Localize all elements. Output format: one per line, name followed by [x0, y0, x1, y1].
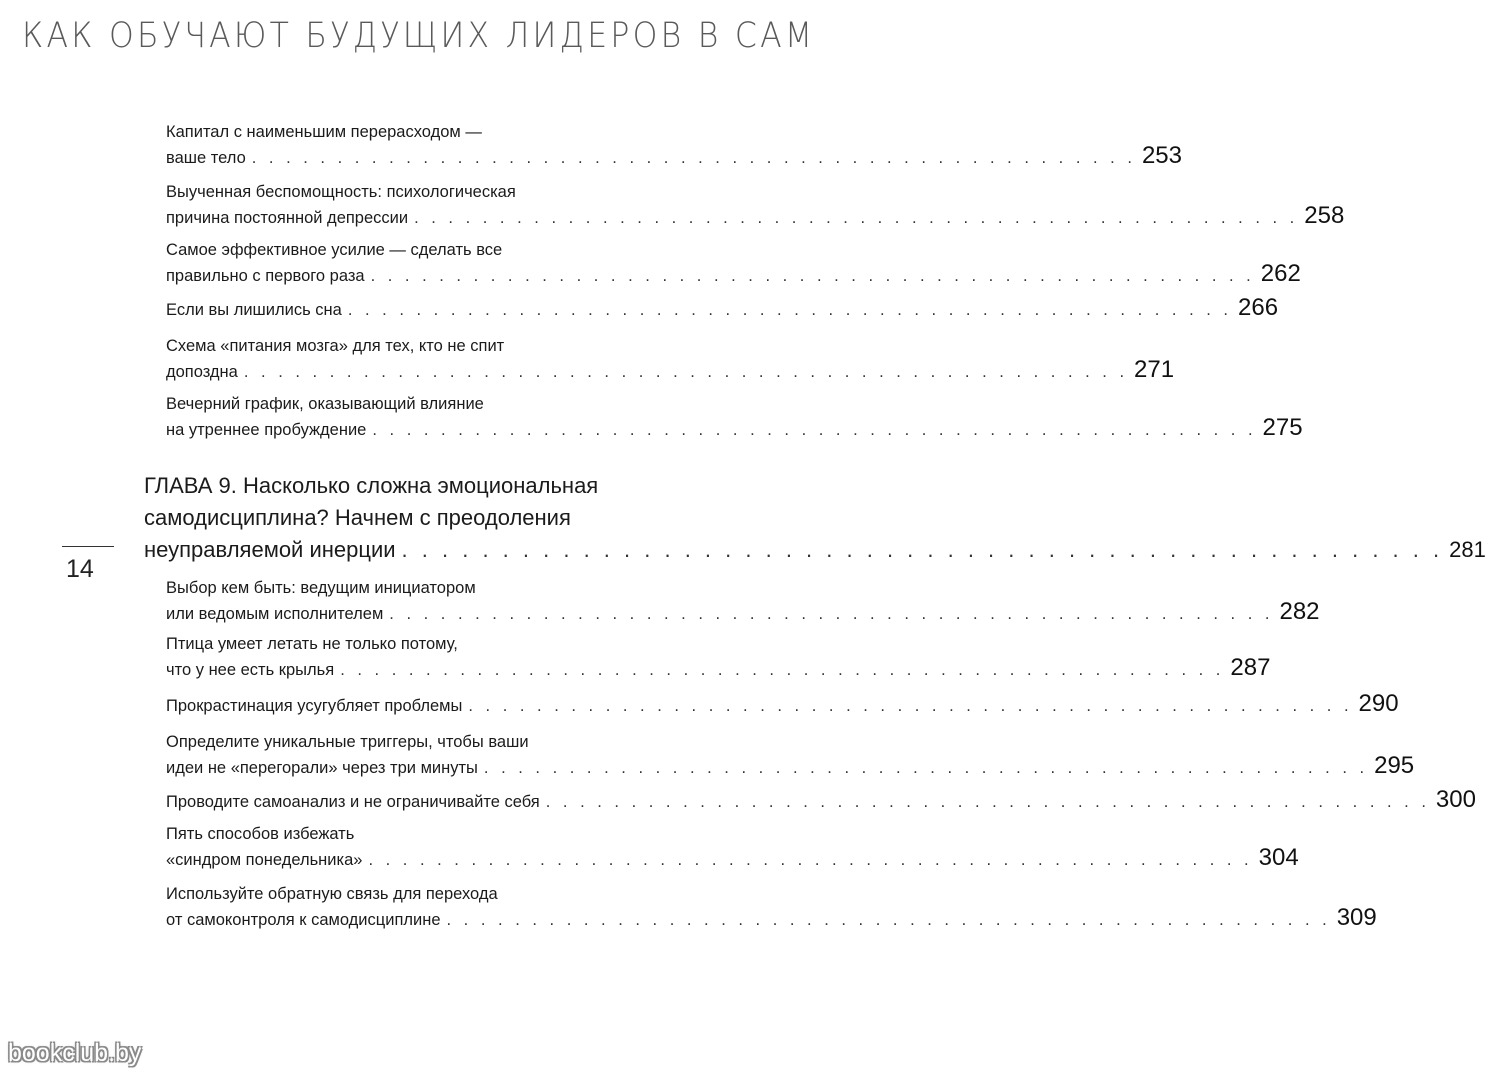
toc-entry-text: Выбор кем быть: ведущим инициатором: [166, 579, 476, 597]
toc-entry-text: от самоконтроля к самодисциплине: [166, 911, 441, 929]
toc-entry: [166, 822, 1299, 872]
toc-entry: [166, 334, 1175, 384]
dot-leader: [546, 790, 1430, 814]
dot-leader: [340, 658, 1224, 682]
toc-page-number: 300: [1435, 786, 1476, 813]
toc-entry-text: Пять способов избежать: [166, 825, 355, 843]
toc-page-number: 290: [1358, 690, 1399, 717]
toc-entry: [166, 238, 1301, 288]
toc-entry-text: Если вы лишились сна: [166, 301, 342, 319]
dot-leader: [368, 848, 1252, 872]
dot-leader: [389, 602, 1273, 626]
toc-entry-text: «синдром понедельника»: [166, 851, 363, 869]
toc-entry: [166, 730, 1415, 780]
toc-page-number: 295: [1374, 752, 1415, 779]
toc-entry-text: или ведомым исполнителем: [166, 605, 384, 623]
toc-entry: [166, 690, 1399, 718]
toc-entry-text: Используйте обратную связь для перехода: [166, 885, 498, 903]
toc-entry-text: Прокрастинация усугубляет проблемы: [166, 697, 463, 715]
dot-leader: [252, 146, 1136, 170]
toc-entry-text: что у нее есть крылья: [166, 661, 335, 679]
toc-page-number: 262: [1260, 260, 1301, 287]
dot-leader: [371, 264, 1255, 288]
page-number: 14: [66, 555, 94, 583]
toc-entry: [166, 392, 1303, 442]
toc-entry-text: на утреннее пробуждение: [166, 421, 367, 439]
chapter-title-text: самодисциплина? Начнем с преодоления: [144, 505, 571, 530]
chapter-title-text: ГЛАВА 9. Насколько сложна эмоциональная: [144, 473, 599, 498]
toc-entry: [166, 294, 1279, 322]
dot-leader: [348, 298, 1232, 322]
toc-entry-text: Определите уникальные триггеры, чтобы ваши: [166, 733, 529, 751]
toc-page-number: 304: [1258, 844, 1299, 871]
toc-page-number: 309: [1336, 904, 1377, 931]
toc-page-number: 281: [1449, 537, 1486, 562]
toc-page-number: 266: [1238, 294, 1279, 321]
toc-entry: [166, 882, 1377, 932]
toc-page-number: 282: [1279, 598, 1320, 625]
toc-entry-text: Проводите самоанализ и не ограничивайте себя: [166, 793, 540, 811]
toc-entry-text: Выученная беспомощность: психологическая: [166, 183, 516, 201]
toc-entry-text: правильно с первого раза: [166, 267, 365, 285]
toc-entry-text: Капитал с наименьшим перерасходом —: [166, 123, 482, 141]
toc-entry-text: Схема «питания мозга» для тех, кто не спит: [166, 337, 505, 355]
dot-leader: [244, 360, 1128, 384]
toc-page-number: 275: [1262, 414, 1303, 441]
toc-page-number: 253: [1141, 142, 1182, 169]
toc-entry: [166, 120, 1182, 170]
toc-entry: [166, 786, 1476, 814]
toc-entry-text: ваше тело: [166, 149, 246, 167]
watermark: bookclub.by: [8, 1039, 142, 1067]
dot-leader: [468, 694, 1352, 718]
toc-entry: [166, 576, 1320, 626]
toc-entry-text: Самое эффективное усилие — сделать все: [166, 241, 503, 259]
dot-leader: [414, 206, 1298, 230]
chapter-title-text: неуправляемой инерции: [144, 537, 396, 562]
toc-entry-text: причина постоянной депрессии: [166, 209, 409, 227]
toc-entry-text: допоздна: [166, 363, 238, 381]
dot-leader: [447, 908, 1331, 932]
dot-leader: [484, 756, 1368, 780]
dot-leader: [372, 418, 1256, 442]
toc-page-number: 271: [1134, 356, 1175, 383]
toc-entry: [166, 632, 1271, 682]
toc-entry-text: идеи не «перегорали» через три минуты: [166, 759, 478, 777]
chapter-heading: [144, 470, 1486, 566]
toc-page-number: 287: [1230, 654, 1271, 681]
toc-entry-text: Вечерний график, оказывающий влияние: [166, 395, 484, 413]
running-head: КАК ОБУЧАЮТ БУДУЩИХ ЛИДЕРОВ В САМ: [22, 16, 816, 56]
toc-page-number: 258: [1304, 202, 1345, 229]
dot-leader: [402, 534, 1444, 566]
page-number-rule: [62, 546, 114, 547]
toc-entry-text: Птица умеет летать не только потому,: [166, 635, 458, 653]
toc-entry: [166, 180, 1345, 230]
